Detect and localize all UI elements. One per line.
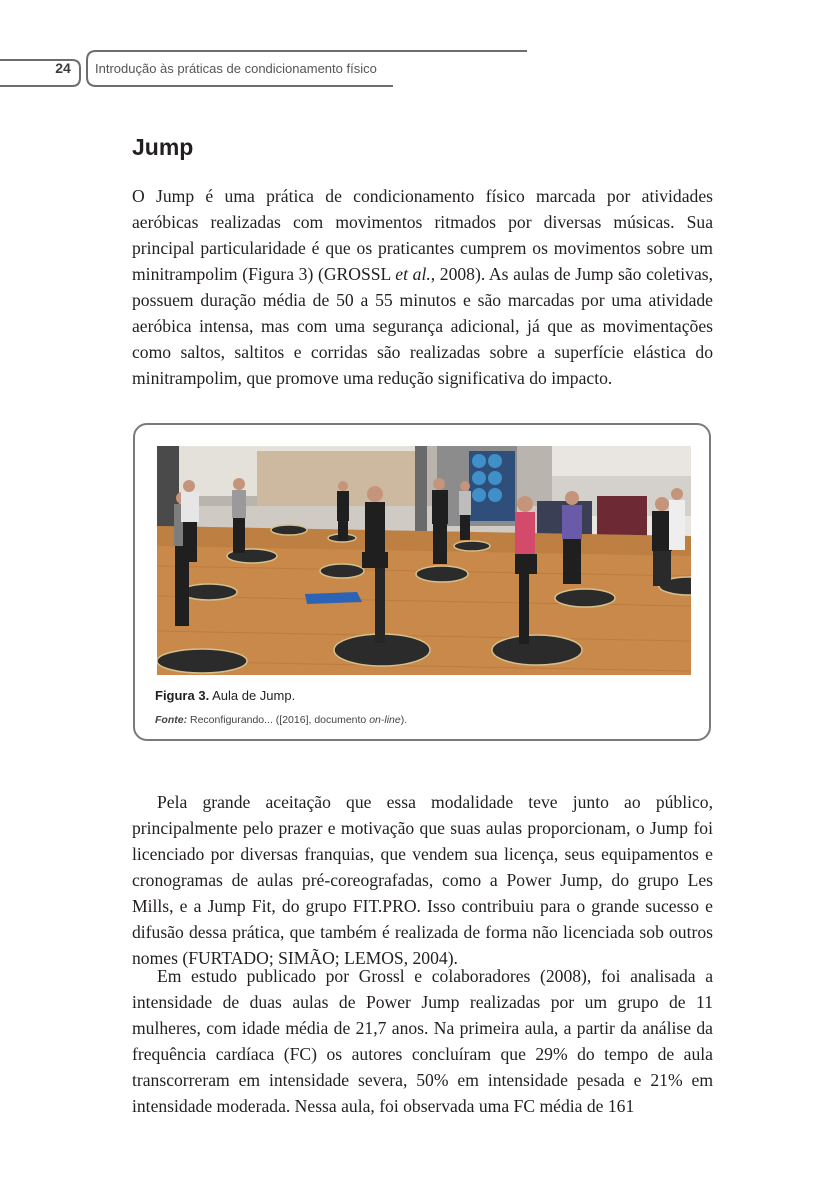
figure-caption-label: Figura 3. (155, 688, 210, 703)
paragraph-licensing: Pela grande aceitação que essa modalidade teve junto ao público, principalmente pelo prazer e motivação que suas aulas proporcionam, o Jump foi licenciado por diversas franquias, que vendem sua licença, seus equipamentos e cronogramas de aulas pré-coreografadas, como a Power Jump, do grupo Les Mills, e a Jump Fit, do grupo FIT.PRO. Isso contribuiu para o grande sucesso e difusão dessa prática, que também é realizada de forma não licenciada sob outros nomes (FURTADO; SIMÃO; LEMOS, 2004). (132, 792, 713, 968)
paragraph-intro (132, 183, 713, 391)
figure-source-text-b: ). (400, 714, 408, 726)
figure-source-label: Fonte: (155, 714, 188, 726)
paragraph-intro-text-a: O Jump é uma prática de condicionamento físico marcada por atividades aeróbicas realizadas com movimentos ritmados por diversas músicas. Sua principal particularidade é que os praticantes cumprem os movimentos sobre um minitrampolim (Figura 3) (GROSSL (132, 186, 713, 284)
figure-caption-text: Aula de Jump. (209, 688, 296, 703)
page-number: 24 (55, 60, 71, 76)
et-al-italic: et al. (395, 264, 431, 284)
figure-source (155, 714, 407, 726)
jump-class-photo (157, 446, 691, 675)
figure-box (133, 423, 711, 741)
figure-source-online: on-line (369, 714, 401, 726)
figure-photo (157, 446, 691, 675)
paragraph-intro-text-b: , 2008). As aulas de Jump são coletivas, possuem duração média de 50 a 55 minutos e são marcadas por uma atividade aeróbica intensa, mas com uma segurança adicional, já que as movimentações como saltos, saltitos e corridas são realizadas sobre a superfície elástica do minitrampolim, que promove uma redução significativa do impacto. (132, 264, 713, 388)
figure-caption (155, 688, 295, 703)
paragraph-study: Em estudo publicado por Grossl e colaboradores (2008), foi analisada a intensidade de duas aulas de Power Jump realizadas por um grupo de 11 mulheres, com idade média de 21,7 anos. Na primeira aula, a partir da análise da frequência cardíaca (FC) os autores concluíram que 29% do tempo de aula transcorreram em intensidade severa, 50% em intensidade pesada e 21% em intensidade moderada. Nessa aula, foi observada uma FC média de 161 (132, 966, 713, 1116)
section-heading: Jump (132, 134, 194, 160)
running-title: Introdução às práticas de condicionamento físico (95, 61, 377, 76)
figure-source-text-a: Reconfigurando... ([2016], documento (187, 714, 370, 726)
